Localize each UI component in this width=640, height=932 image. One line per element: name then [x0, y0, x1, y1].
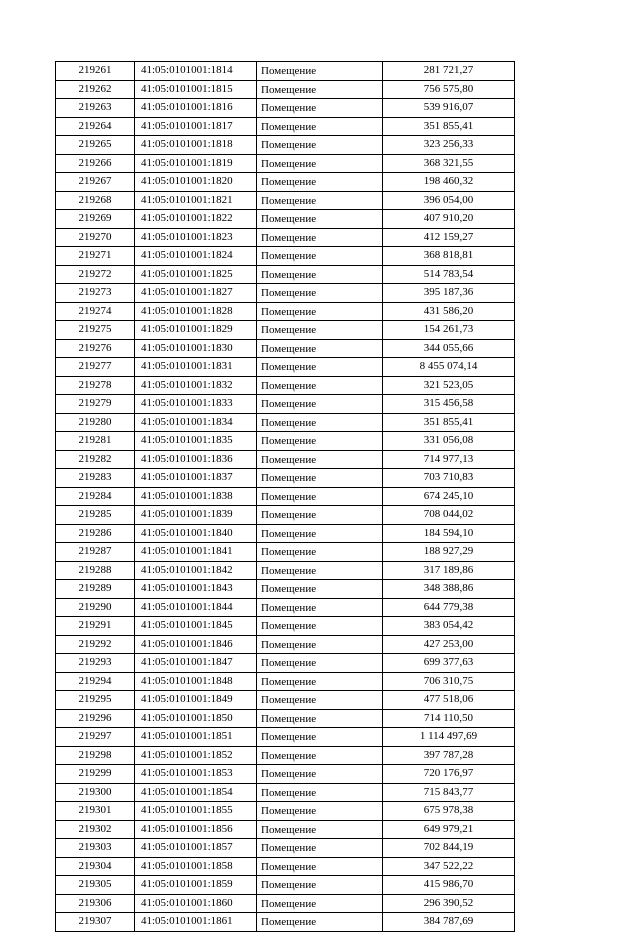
- object-type-cell: Помещение: [257, 876, 383, 895]
- cadastral-value-cell: 396 054,00: [383, 191, 515, 210]
- row-number-cell: 219303: [56, 839, 135, 858]
- table-row: [56, 672, 515, 691]
- row-number-cell: 219302: [56, 820, 135, 839]
- object-type-cell: Помещение: [257, 265, 383, 284]
- row-number-cell: 219279: [56, 395, 135, 414]
- cadastral-number-cell: 41:05:0101001:1830: [135, 339, 257, 358]
- cadastral-number-cell: 41:05:0101001:1834: [135, 413, 257, 432]
- cadastral-number-cell: 41:05:0101001:1860: [135, 894, 257, 913]
- table-row: [56, 62, 515, 81]
- table-row: [56, 709, 515, 728]
- object-type-cell: Помещение: [257, 62, 383, 81]
- row-number-cell: 219264: [56, 117, 135, 136]
- object-type-cell: Помещение: [257, 802, 383, 821]
- table-row: [56, 635, 515, 654]
- row-number-cell: 219284: [56, 487, 135, 506]
- table-row: [56, 524, 515, 543]
- table-row: [56, 321, 515, 340]
- object-type-cell: Помещение: [257, 173, 383, 192]
- cadastral-value-cell: 348 388,86: [383, 580, 515, 599]
- object-type-cell: Помещение: [257, 506, 383, 525]
- object-type-cell: Помещение: [257, 654, 383, 673]
- object-type-cell: Помещение: [257, 302, 383, 321]
- row-number-cell: 219280: [56, 413, 135, 432]
- table-row: [56, 654, 515, 673]
- row-number-cell: 219296: [56, 709, 135, 728]
- cadastral-value-cell: 154 261,73: [383, 321, 515, 340]
- cadastral-value-cell: 368 321,55: [383, 154, 515, 173]
- object-type-cell: Помещение: [257, 691, 383, 710]
- cadastral-number-cell: 41:05:0101001:1831: [135, 358, 257, 377]
- row-number-cell: 219272: [56, 265, 135, 284]
- table-row: [56, 913, 515, 932]
- cadastral-value-cell: 674 245,10: [383, 487, 515, 506]
- row-number-cell: 219290: [56, 598, 135, 617]
- object-type-cell: Помещение: [257, 136, 383, 155]
- cadastral-value-cell: 351 855,41: [383, 413, 515, 432]
- object-type-cell: Помещение: [257, 746, 383, 765]
- table-row: [56, 561, 515, 580]
- row-number-cell: 219273: [56, 284, 135, 303]
- row-number-cell: 219262: [56, 80, 135, 99]
- object-type-cell: Помещение: [257, 765, 383, 784]
- row-number-cell: 219285: [56, 506, 135, 525]
- row-number-cell: 219305: [56, 876, 135, 895]
- cadastral-value-cell: 1 114 497,69: [383, 728, 515, 747]
- cadastral-number-cell: 41:05:0101001:1828: [135, 302, 257, 321]
- cadastral-value-cell: 383 054,42: [383, 617, 515, 636]
- row-number-cell: 219278: [56, 376, 135, 395]
- property-table: [55, 61, 515, 932]
- cadastral-value-cell: 714 977,13: [383, 450, 515, 469]
- table-row: [56, 413, 515, 432]
- row-number-cell: 219277: [56, 358, 135, 377]
- cadastral-number-cell: 41:05:0101001:1814: [135, 62, 257, 81]
- cadastral-number-cell: 41:05:0101001:1858: [135, 857, 257, 876]
- cadastral-value-cell: 720 176,97: [383, 765, 515, 784]
- cadastral-value-cell: 477 518,06: [383, 691, 515, 710]
- table-row: [56, 469, 515, 488]
- object-type-cell: Помещение: [257, 413, 383, 432]
- row-number-cell: 219261: [56, 62, 135, 81]
- cadastral-number-cell: 41:05:0101001:1836: [135, 450, 257, 469]
- cadastral-number-cell: 41:05:0101001:1847: [135, 654, 257, 673]
- table-row: [56, 136, 515, 155]
- table-row: [56, 802, 515, 821]
- object-type-cell: Помещение: [257, 839, 383, 858]
- table-row: [56, 598, 515, 617]
- cadastral-value-cell: 188 927,29: [383, 543, 515, 562]
- object-type-cell: Помещение: [257, 247, 383, 266]
- cadastral-value-cell: 323 256,33: [383, 136, 515, 155]
- object-type-cell: Помещение: [257, 99, 383, 118]
- table-row: [56, 395, 515, 414]
- cadastral-number-cell: 41:05:0101001:1833: [135, 395, 257, 414]
- cadastral-value-cell: 675 978,38: [383, 802, 515, 821]
- cadastral-value-cell: 397 787,28: [383, 746, 515, 765]
- table-row: [56, 746, 515, 765]
- table-row: [56, 173, 515, 192]
- cadastral-value-cell: 756 575,80: [383, 80, 515, 99]
- object-type-cell: Помещение: [257, 376, 383, 395]
- row-number-cell: 219292: [56, 635, 135, 654]
- cadastral-value-cell: 539 916,07: [383, 99, 515, 118]
- row-number-cell: 219299: [56, 765, 135, 784]
- object-type-cell: Помещение: [257, 598, 383, 617]
- cadastral-value-cell: 317 189,86: [383, 561, 515, 580]
- table-row: [56, 857, 515, 876]
- object-type-cell: Помещение: [257, 469, 383, 488]
- cadastral-number-cell: 41:05:0101001:1848: [135, 672, 257, 691]
- row-number-cell: 219270: [56, 228, 135, 247]
- object-type-cell: Помещение: [257, 543, 383, 562]
- object-type-cell: Помещение: [257, 783, 383, 802]
- cadastral-number-cell: 41:05:0101001:1859: [135, 876, 257, 895]
- cadastral-value-cell: 368 818,81: [383, 247, 515, 266]
- cadastral-number-cell: 41:05:0101001:1842: [135, 561, 257, 580]
- cadastral-value-cell: 321 523,05: [383, 376, 515, 395]
- table-row: [56, 820, 515, 839]
- cadastral-value-cell: 644 779,38: [383, 598, 515, 617]
- cadastral-number-cell: 41:05:0101001:1821: [135, 191, 257, 210]
- object-type-cell: Помещение: [257, 117, 383, 136]
- cadastral-value-cell: 702 844,19: [383, 839, 515, 858]
- cadastral-number-cell: 41:05:0101001:1843: [135, 580, 257, 599]
- table-row: [56, 154, 515, 173]
- row-number-cell: 219265: [56, 136, 135, 155]
- cadastral-value-cell: 8 455 074,14: [383, 358, 515, 377]
- row-number-cell: 219307: [56, 913, 135, 932]
- cadastral-value-cell: 708 044,02: [383, 506, 515, 525]
- cadastral-value-cell: 431 586,20: [383, 302, 515, 321]
- row-number-cell: 219266: [56, 154, 135, 173]
- row-number-cell: 219293: [56, 654, 135, 673]
- cadastral-value-cell: 198 460,32: [383, 173, 515, 192]
- object-type-cell: Помещение: [257, 284, 383, 303]
- table-row: [56, 284, 515, 303]
- table-row: [56, 876, 515, 895]
- cadastral-value-cell: 281 721,27: [383, 62, 515, 81]
- cadastral-value-cell: 407 910,20: [383, 210, 515, 229]
- object-type-cell: Помещение: [257, 487, 383, 506]
- object-type-cell: Помещение: [257, 395, 383, 414]
- cadastral-number-cell: 41:05:0101001:1825: [135, 265, 257, 284]
- object-type-cell: Помещение: [257, 154, 383, 173]
- cadastral-number-cell: 41:05:0101001:1846: [135, 635, 257, 654]
- cadastral-value-cell: 315 456,58: [383, 395, 515, 414]
- row-number-cell: 219263: [56, 99, 135, 118]
- cadastral-value-cell: 415 986,70: [383, 876, 515, 895]
- cadastral-value-cell: 331 056,08: [383, 432, 515, 451]
- row-number-cell: 219300: [56, 783, 135, 802]
- table-row: [56, 487, 515, 506]
- object-type-cell: Помещение: [257, 580, 383, 599]
- object-type-cell: Помещение: [257, 913, 383, 932]
- table-row: [56, 450, 515, 469]
- object-type-cell: Помещение: [257, 524, 383, 543]
- table-row: [56, 228, 515, 247]
- cadastral-number-cell: 41:05:0101001:1818: [135, 136, 257, 155]
- object-type-cell: Помещение: [257, 820, 383, 839]
- row-number-cell: 219306: [56, 894, 135, 913]
- table-row: [56, 302, 515, 321]
- cadastral-value-cell: 514 783,54: [383, 265, 515, 284]
- object-type-cell: Помещение: [257, 857, 383, 876]
- row-number-cell: 219304: [56, 857, 135, 876]
- cadastral-value-cell: 384 787,69: [383, 913, 515, 932]
- row-number-cell: 219286: [56, 524, 135, 543]
- cadastral-number-cell: 41:05:0101001:1824: [135, 247, 257, 266]
- cadastral-number-cell: 41:05:0101001:1816: [135, 99, 257, 118]
- cadastral-value-cell: 649 979,21: [383, 820, 515, 839]
- table-row: [56, 247, 515, 266]
- cadastral-number-cell: 41:05:0101001:1854: [135, 783, 257, 802]
- cadastral-number-cell: 41:05:0101001:1841: [135, 543, 257, 562]
- row-number-cell: 219267: [56, 173, 135, 192]
- object-type-cell: Помещение: [257, 80, 383, 99]
- table-row: [56, 80, 515, 99]
- cadastral-value-cell: 706 310,75: [383, 672, 515, 691]
- cadastral-number-cell: 41:05:0101001:1852: [135, 746, 257, 765]
- cadastral-number-cell: 41:05:0101001:1844: [135, 598, 257, 617]
- object-type-cell: Помещение: [257, 191, 383, 210]
- row-number-cell: 219288: [56, 561, 135, 580]
- object-type-cell: Помещение: [257, 358, 383, 377]
- cadastral-number-cell: 41:05:0101001:1822: [135, 210, 257, 229]
- row-number-cell: 219287: [56, 543, 135, 562]
- row-number-cell: 219289: [56, 580, 135, 599]
- row-number-cell: 219295: [56, 691, 135, 710]
- table-row: [56, 376, 515, 395]
- table-row: [56, 839, 515, 858]
- row-number-cell: 219291: [56, 617, 135, 636]
- object-type-cell: Помещение: [257, 635, 383, 654]
- cadastral-number-cell: 41:05:0101001:1820: [135, 173, 257, 192]
- row-number-cell: 219276: [56, 339, 135, 358]
- cadastral-number-cell: 41:05:0101001:1827: [135, 284, 257, 303]
- cadastral-number-cell: 41:05:0101001:1823: [135, 228, 257, 247]
- table-row: [56, 339, 515, 358]
- row-number-cell: 219301: [56, 802, 135, 821]
- cadastral-value-cell: 351 855,41: [383, 117, 515, 136]
- object-type-cell: Помещение: [257, 450, 383, 469]
- row-number-cell: 219268: [56, 191, 135, 210]
- cadastral-number-cell: 41:05:0101001:1840: [135, 524, 257, 543]
- table-row: [56, 117, 515, 136]
- row-number-cell: 219282: [56, 450, 135, 469]
- object-type-cell: Помещение: [257, 894, 383, 913]
- cadastral-value-cell: 715 843,77: [383, 783, 515, 802]
- cadastral-number-cell: 41:05:0101001:1850: [135, 709, 257, 728]
- cadastral-value-cell: 412 159,27: [383, 228, 515, 247]
- object-type-cell: Помещение: [257, 709, 383, 728]
- row-number-cell: 219269: [56, 210, 135, 229]
- table-row: [56, 265, 515, 284]
- cadastral-number-cell: 41:05:0101001:1839: [135, 506, 257, 525]
- table-row: [56, 580, 515, 599]
- cadastral-number-cell: 41:05:0101001:1835: [135, 432, 257, 451]
- object-type-cell: Помещение: [257, 561, 383, 580]
- table-row: [56, 506, 515, 525]
- cadastral-value-cell: 395 187,36: [383, 284, 515, 303]
- table-row: [56, 191, 515, 210]
- object-type-cell: Помещение: [257, 728, 383, 747]
- object-type-cell: Помещение: [257, 210, 383, 229]
- object-type-cell: Помещение: [257, 339, 383, 358]
- row-number-cell: 219283: [56, 469, 135, 488]
- cadastral-value-cell: 184 594,10: [383, 524, 515, 543]
- table-row: [56, 432, 515, 451]
- table-row: [56, 783, 515, 802]
- cadastral-number-cell: 41:05:0101001:1815: [135, 80, 257, 99]
- cadastral-value-cell: 703 710,83: [383, 469, 515, 488]
- row-number-cell: 219271: [56, 247, 135, 266]
- table-row: [56, 210, 515, 229]
- cadastral-number-cell: 41:05:0101001:1851: [135, 728, 257, 747]
- row-number-cell: 219275: [56, 321, 135, 340]
- cadastral-value-cell: 699 377,63: [383, 654, 515, 673]
- cadastral-number-cell: 41:05:0101001:1819: [135, 154, 257, 173]
- object-type-cell: Помещение: [257, 321, 383, 340]
- property-table-body: [56, 62, 515, 932]
- cadastral-number-cell: 41:05:0101001:1838: [135, 487, 257, 506]
- cadastral-number-cell: 41:05:0101001:1817: [135, 117, 257, 136]
- cadastral-number-cell: 41:05:0101001:1849: [135, 691, 257, 710]
- cadastral-value-cell: 427 253,00: [383, 635, 515, 654]
- object-type-cell: Помещение: [257, 617, 383, 636]
- cadastral-number-cell: 41:05:0101001:1856: [135, 820, 257, 839]
- cadastral-value-cell: 296 390,52: [383, 894, 515, 913]
- cadastral-number-cell: 41:05:0101001:1857: [135, 839, 257, 858]
- cadastral-value-cell: 714 110,50: [383, 709, 515, 728]
- object-type-cell: Помещение: [257, 672, 383, 691]
- cadastral-number-cell: 41:05:0101001:1861: [135, 913, 257, 932]
- cadastral-value-cell: 344 055,66: [383, 339, 515, 358]
- table-row: [56, 543, 515, 562]
- table-row: [56, 617, 515, 636]
- cadastral-number-cell: 41:05:0101001:1845: [135, 617, 257, 636]
- cadastral-number-cell: 41:05:0101001:1829: [135, 321, 257, 340]
- row-number-cell: 219297: [56, 728, 135, 747]
- table-row: [56, 358, 515, 377]
- row-number-cell: 219298: [56, 746, 135, 765]
- cadastral-value-cell: 347 522,22: [383, 857, 515, 876]
- table-row: [56, 691, 515, 710]
- table-row: [56, 728, 515, 747]
- row-number-cell: 219281: [56, 432, 135, 451]
- cadastral-number-cell: 41:05:0101001:1832: [135, 376, 257, 395]
- table-row: [56, 99, 515, 118]
- cadastral-number-cell: 41:05:0101001:1837: [135, 469, 257, 488]
- table-row: [56, 894, 515, 913]
- cadastral-number-cell: 41:05:0101001:1855: [135, 802, 257, 821]
- cadastral-number-cell: 41:05:0101001:1853: [135, 765, 257, 784]
- object-type-cell: Помещение: [257, 228, 383, 247]
- object-type-cell: Помещение: [257, 432, 383, 451]
- row-number-cell: 219294: [56, 672, 135, 691]
- table-row: [56, 765, 515, 784]
- row-number-cell: 219274: [56, 302, 135, 321]
